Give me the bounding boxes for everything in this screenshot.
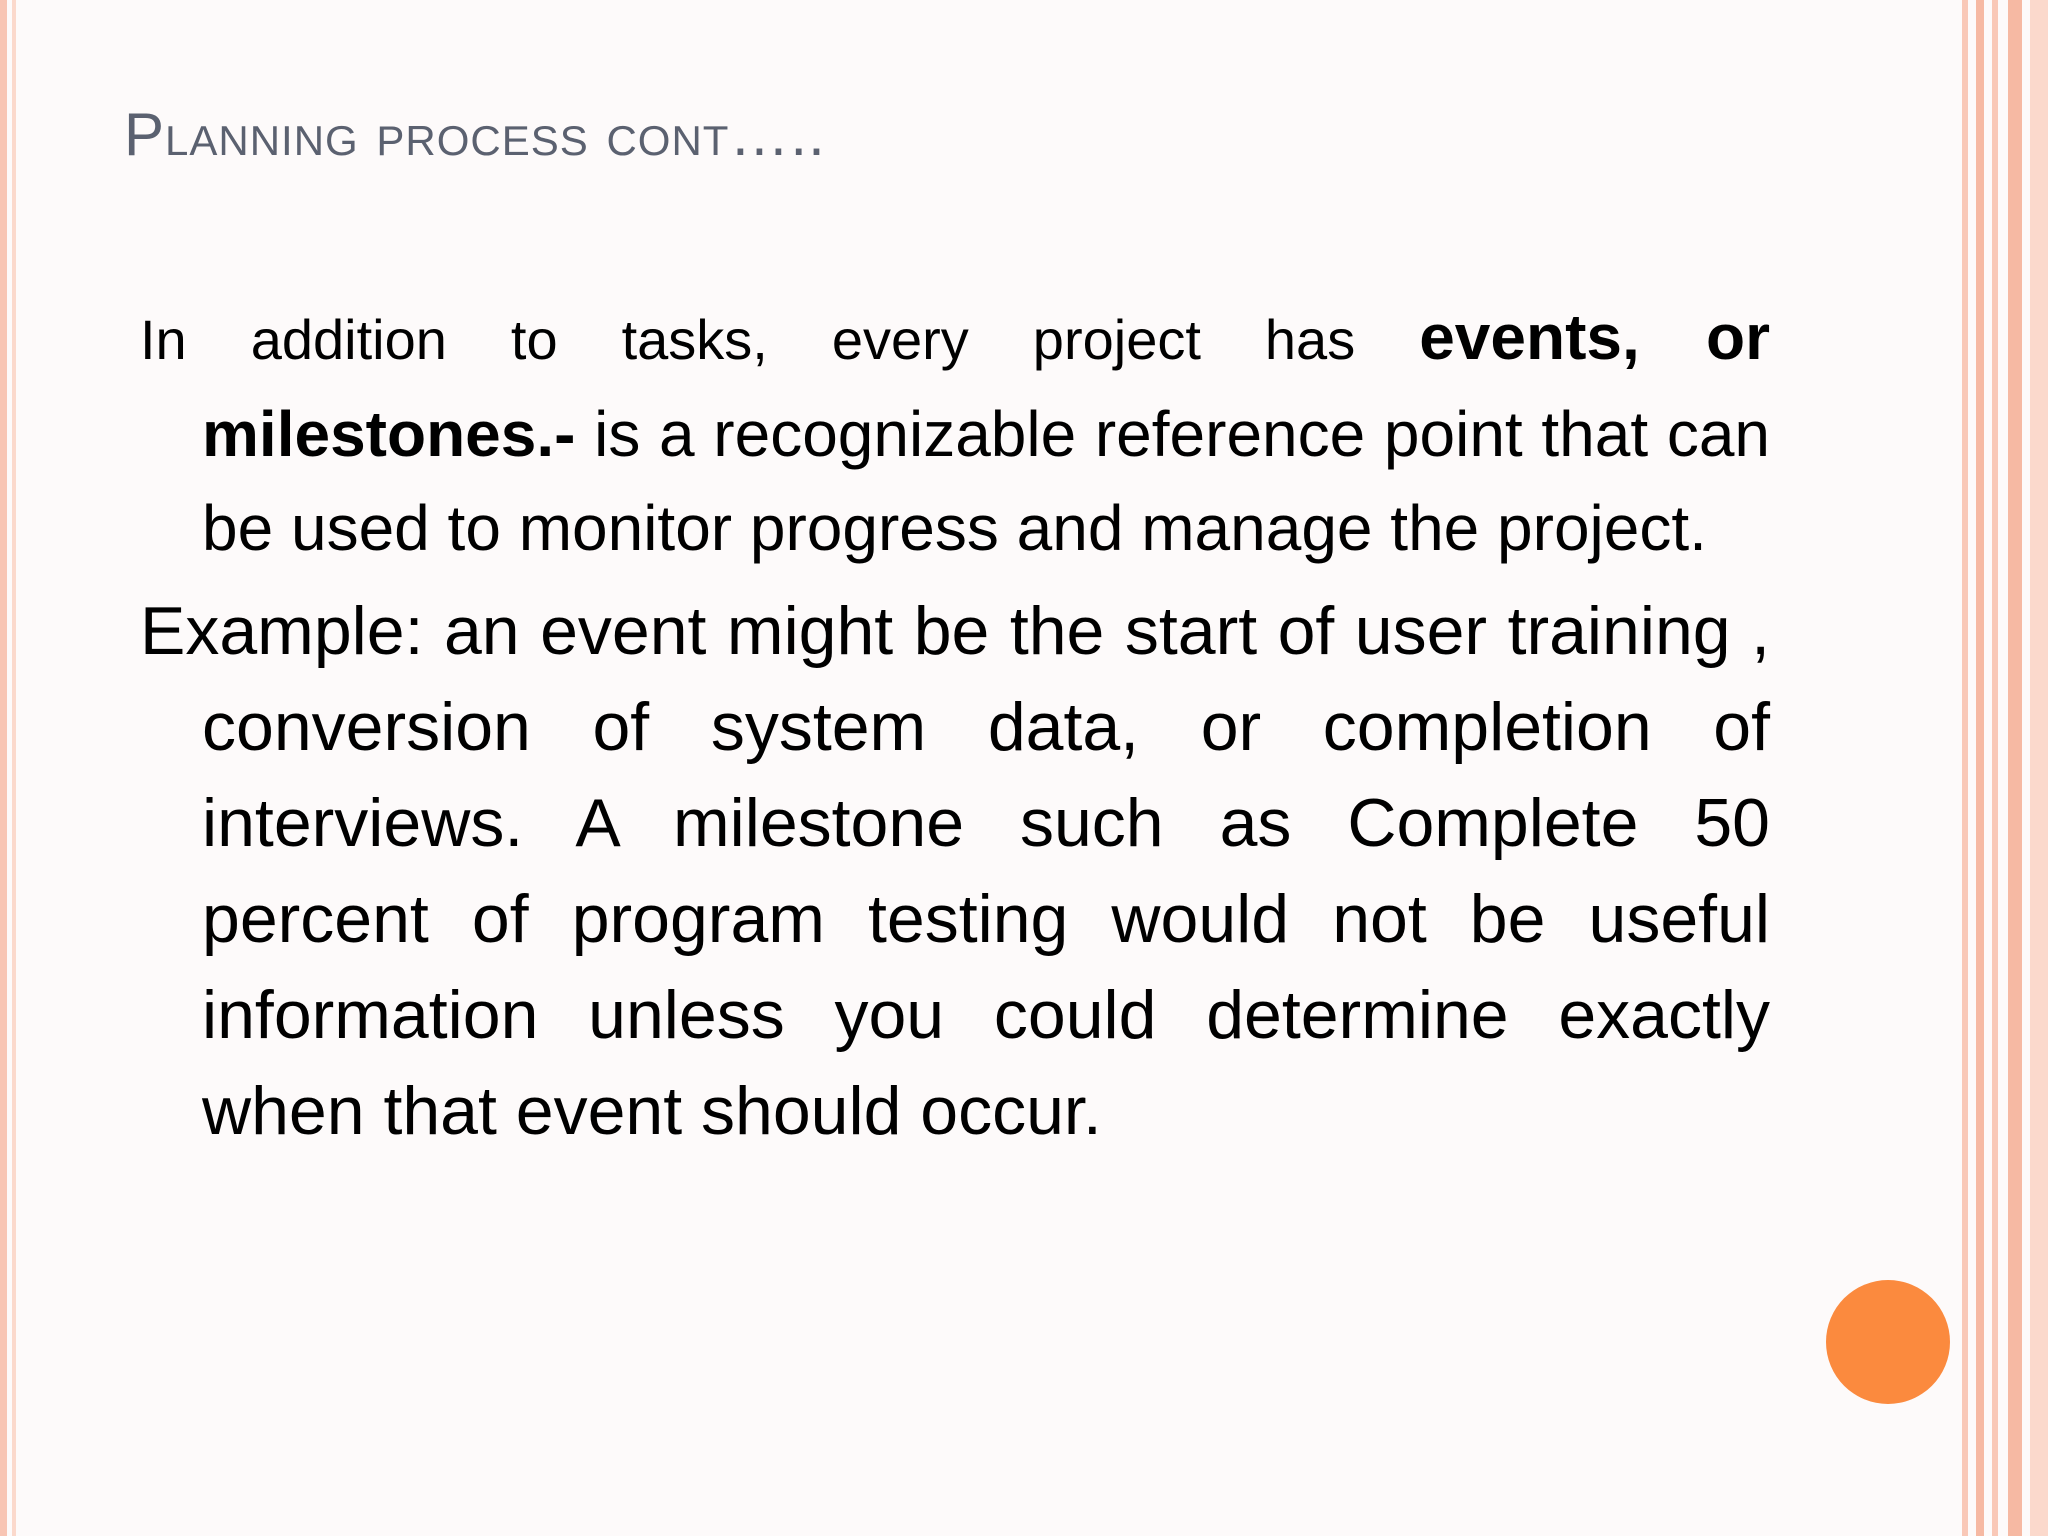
orange-circle-decoration — [1826, 1280, 1950, 1404]
paragraph-lead-text: In addition to tasks, every project has — [140, 308, 1420, 371]
example-paragraph: Example: an event might be the start of user training , conversion of system data, or completion of interviews. A milestone such as Complete 50 percent of program testing would not be useful information unless you could determine exactly when that event should occur. — [140, 593, 1770, 1149]
left-border-stripe — [0, 0, 7, 1536]
milestones-paragraph — [140, 290, 1770, 575]
paragraph-definition-text: is a recognizable reference point that can be used to monitor progress and manage the project. — [202, 398, 1770, 564]
slide-body — [140, 290, 1770, 1159]
slide-title: Planning process cont….. — [124, 101, 826, 168]
right-border-stripe — [1976, 0, 1984, 1536]
right-border-stripe — [2008, 0, 2022, 1536]
right-border-stripe — [1962, 0, 1968, 1536]
right-border-stripe — [2030, 0, 2048, 1536]
left-border-stripe — [12, 0, 16, 1536]
right-border-stripe — [1992, 0, 1998, 1536]
paragraph-bold-term: events, or milestones.- — [202, 301, 1770, 470]
